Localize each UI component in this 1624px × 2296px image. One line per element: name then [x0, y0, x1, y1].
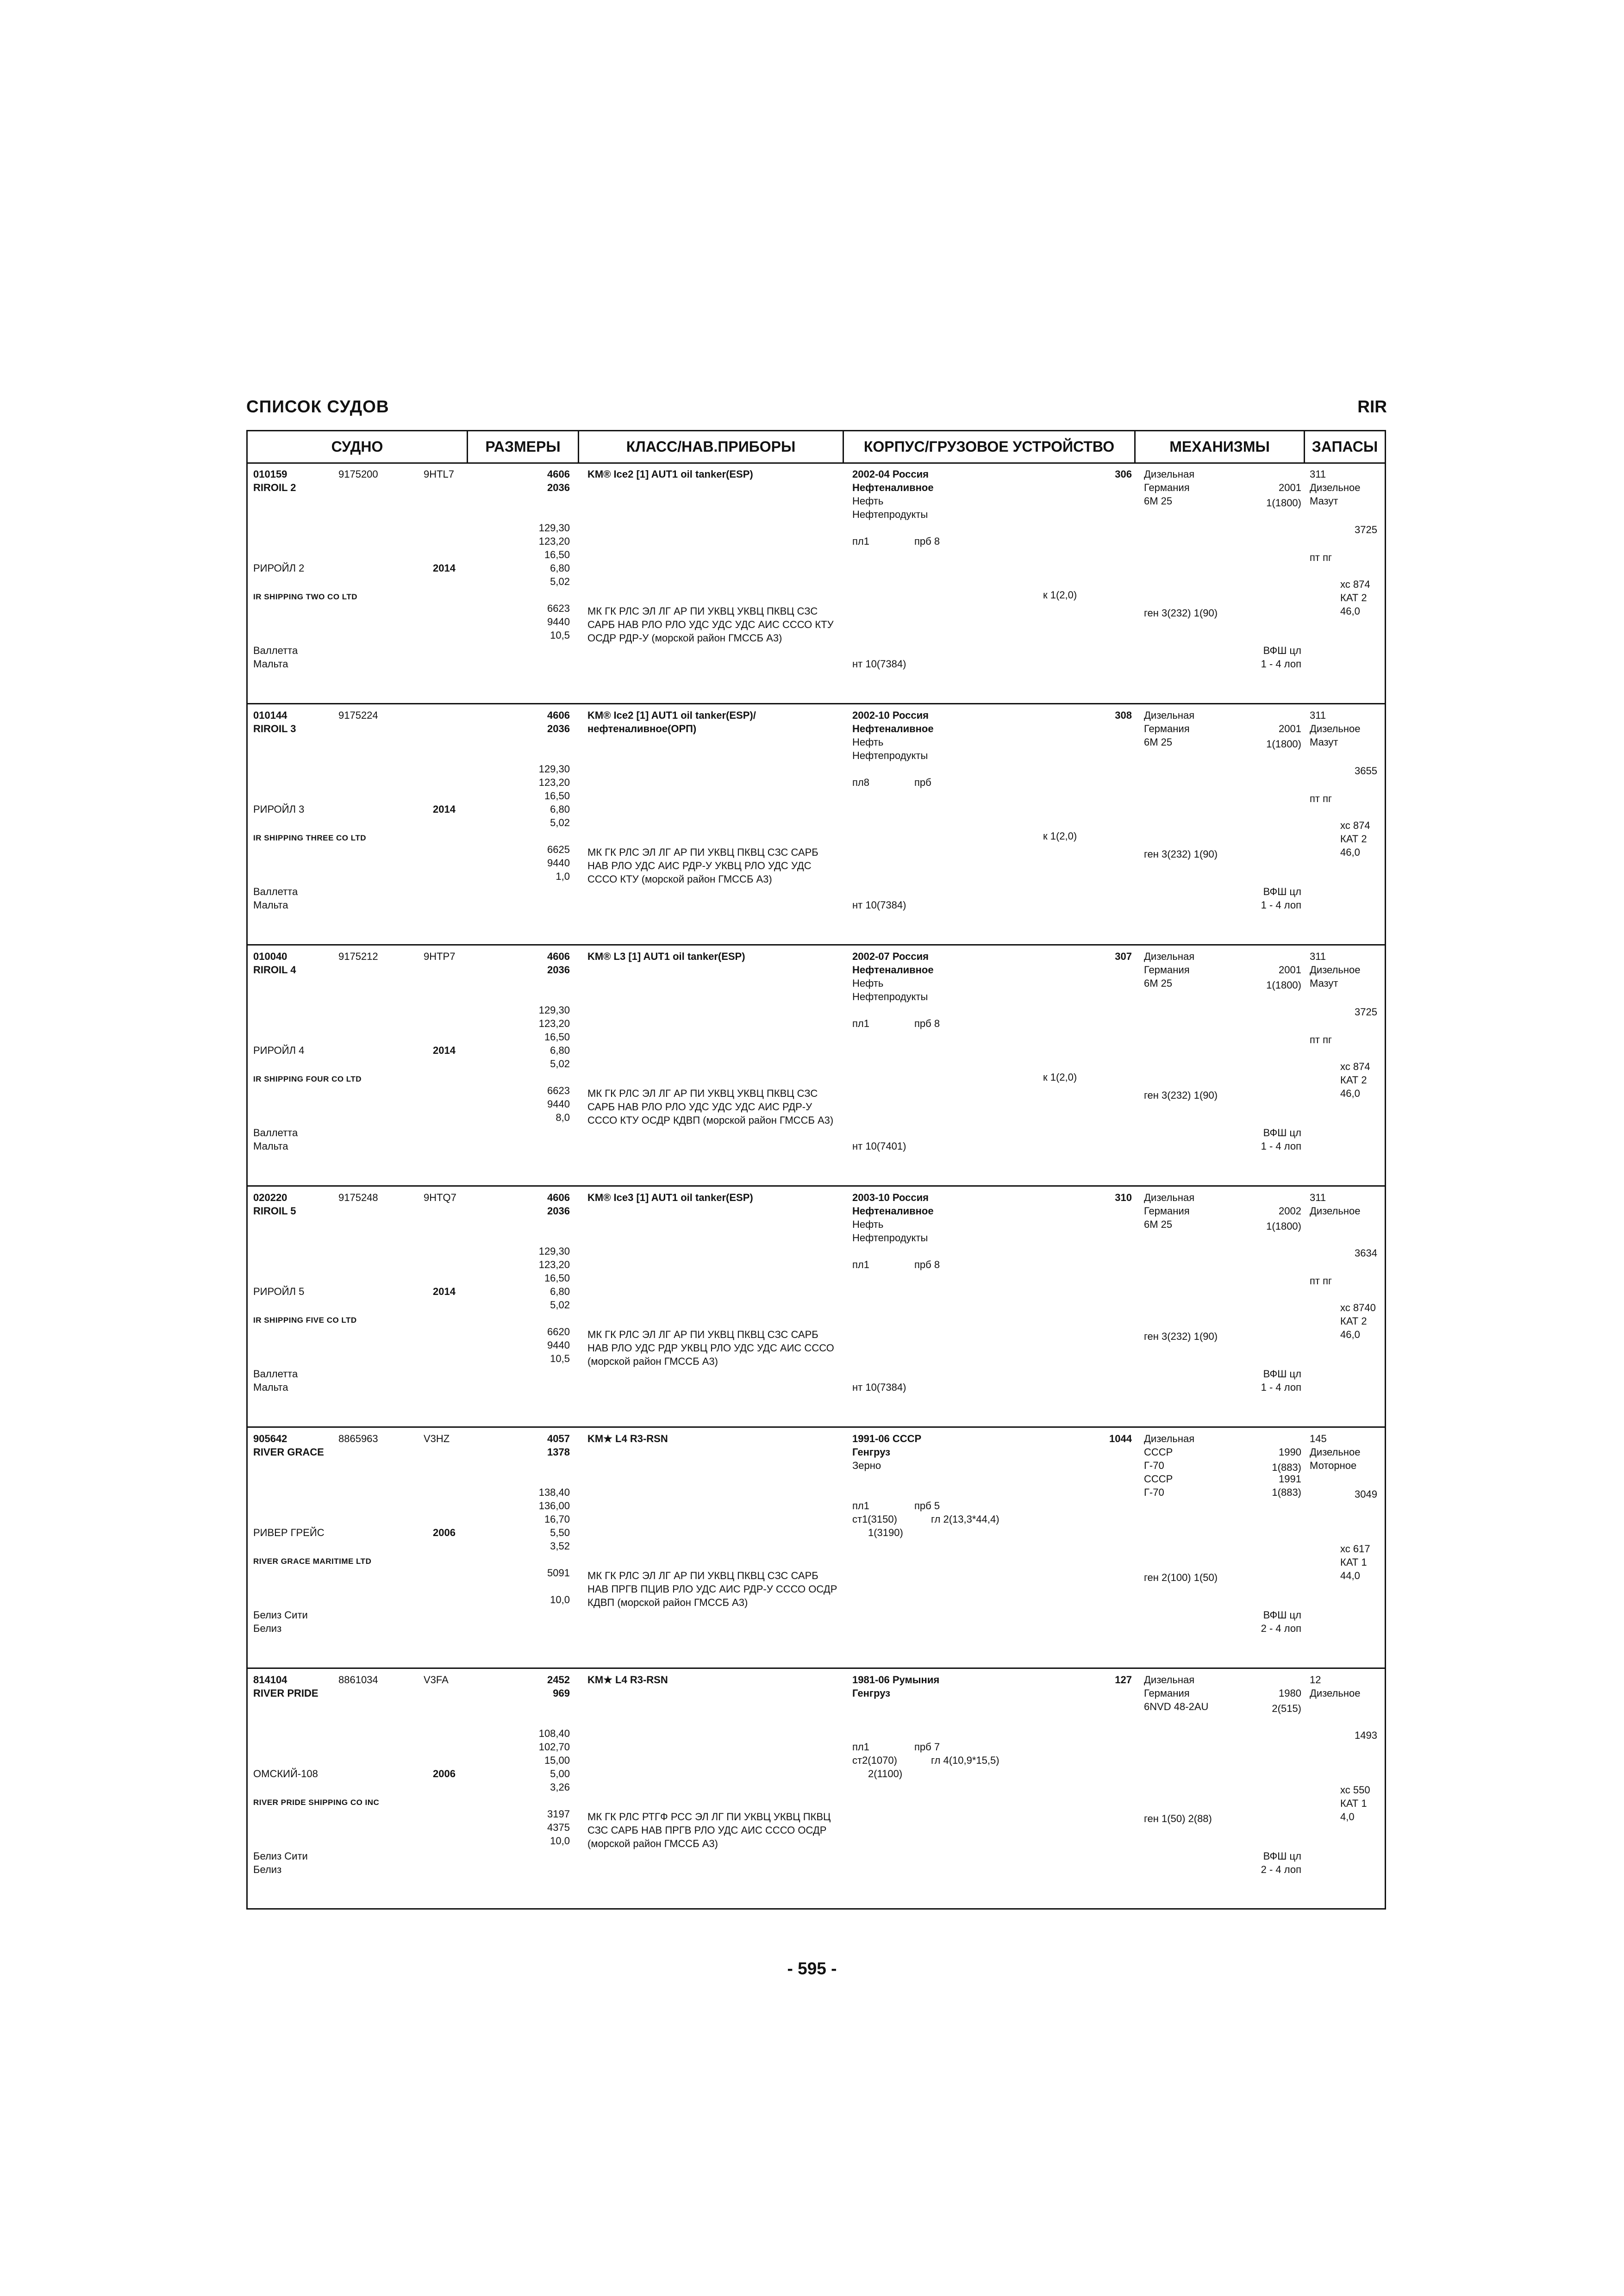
propeller-blades: 1 - 4 лоп — [1261, 658, 1301, 670]
engine-year: 2002 — [1279, 1205, 1301, 1217]
dimension-value: 1378 — [547, 1446, 570, 1458]
hull-cargo-line: Нефтеналивное — [852, 482, 934, 493]
machinery-line: Германия — [1144, 1687, 1190, 1699]
dimension-value: 2036 — [547, 964, 570, 976]
hull-build: 2002-10 Россия — [852, 709, 929, 721]
propeller-type: ВФШ цл — [1263, 1127, 1301, 1139]
dimension-value: 138,40 — [538, 1487, 570, 1498]
dimension-value: 5,02 — [550, 1299, 570, 1311]
propeller-blades: 2 - 4 лоп — [1261, 1864, 1301, 1875]
supply-pt-pg: пт пг — [1310, 552, 1332, 563]
ship-name: RIVER GRACE — [253, 1446, 324, 1458]
supply-pt-pg: пт пг — [1310, 793, 1332, 804]
dimension-value: 9440 — [547, 1098, 570, 1110]
hull-cargo-gear-2: 2(1100) — [868, 1768, 903, 1780]
dimension-value: 129,30 — [538, 1004, 570, 1016]
ship-entry — [248, 1428, 1385, 1669]
nav-equipment: МК ГК РЛС ЭЛ ЛГ АР ПИ УКВЦ ПКВЦ СЗС САРБ НАВ РЛО УДС РДР УКВЦ РЛО УДС УДС АИС СССО (морской район ГМССБ А3) — [587, 1329, 834, 1367]
class-notation: KM® Ice3 [1] AUT1 oil tanker(ESP) — [587, 1192, 753, 1203]
name-year: 2006 — [433, 1768, 456, 1780]
machinery-line: Дизельная — [1144, 951, 1195, 962]
registry-number: 020220 — [253, 1192, 287, 1203]
registry-number: 010159 — [253, 468, 287, 480]
engine-year: 2001 — [1279, 482, 1301, 493]
col-hull: КОРПУС/ГРУЗОВОЕ УСТРОЙСТВО — [844, 431, 1136, 464]
former-name: РИРОЙЛ 4 — [253, 1045, 305, 1056]
dimension-value: 16,70 — [544, 1513, 570, 1525]
ship-table — [246, 430, 1386, 1910]
imo-number: 9175212 — [338, 951, 378, 962]
hull-cargo-line: Нефтеналивное — [852, 1205, 934, 1217]
machinery-line: Германия — [1144, 964, 1190, 976]
engine-year: 1990 — [1279, 1446, 1301, 1458]
machinery-line: Дизельная — [1144, 709, 1195, 721]
former-name: РИРОЙЛ 3 — [253, 803, 305, 815]
dimension-value: 5,02 — [550, 576, 570, 587]
hull-cargo-line: Нефтепродукты — [852, 509, 928, 520]
engine-power: 1(883) — [1272, 1462, 1301, 1473]
imo-number: 9175248 — [338, 1192, 378, 1203]
dimension-value: 8,0 — [556, 1112, 570, 1123]
imo-number: 9175200 — [338, 468, 378, 480]
supply-value: 3655 — [1355, 765, 1377, 777]
owner-name: IR SHIPPING FOUR CO LTD — [253, 1075, 362, 1083]
propeller-type: ВФШ цл — [1263, 1850, 1301, 1862]
flag-state: Мальта — [253, 899, 288, 911]
dimension-value: 3,26 — [550, 1781, 570, 1793]
dimension-value: 5,00 — [550, 1768, 570, 1780]
imo-number: 8865963 — [338, 1433, 378, 1444]
dimension-value: 9440 — [547, 616, 570, 628]
hull-cargo-line: Нефть — [852, 977, 884, 989]
dimension-value: 102,70 — [538, 1741, 570, 1753]
dimension-value: 123,20 — [538, 777, 570, 788]
propeller-blades: 1 - 4 лоп — [1261, 1140, 1301, 1152]
hull-cargo-line: Нефть — [852, 495, 884, 507]
generators: ген 3(232) 1(90) — [1144, 607, 1218, 619]
dimension-value: 129,30 — [538, 522, 570, 534]
generators: ген 3(232) 1(90) — [1144, 1089, 1218, 1101]
supply-xc: КАТ 1 — [1340, 1798, 1367, 1809]
hull-hatches: гл 4(10,9*15,5) — [931, 1755, 999, 1766]
engine-power: 1(1800) — [1266, 979, 1301, 991]
propeller-blades: 2 - 4 лоп — [1261, 1623, 1301, 1634]
engine-year: 1980 — [1279, 1687, 1301, 1699]
supply-number: 145 — [1310, 1433, 1327, 1444]
former-name: РИРОЙЛ 2 — [253, 562, 305, 574]
dimension-value: 5,02 — [550, 817, 570, 828]
dimension-value: 2036 — [547, 482, 570, 493]
fuel-type: Дизельное — [1310, 964, 1361, 976]
dimension-value: 129,30 — [538, 763, 570, 775]
supply-xc: хс 874 — [1340, 1061, 1370, 1072]
dimension-value: 6,80 — [550, 562, 570, 574]
supply-xc: КАТ 2 — [1340, 592, 1367, 604]
dimension-value: 969 — [553, 1687, 570, 1699]
dimension-value: 1,0 — [556, 871, 570, 882]
hull-number: 127 — [1115, 1674, 1132, 1686]
machinery-line: Г-70 — [1144, 1487, 1164, 1498]
ship-name: RIROIL 2 — [253, 482, 296, 493]
imo-number: 8861034 — [338, 1674, 378, 1686]
supply-number: 311 — [1310, 709, 1326, 721]
supply-number: 311 — [1310, 1192, 1326, 1203]
dimension-value: 5091 — [547, 1567, 570, 1579]
dimension-value: 108,40 — [538, 1728, 570, 1739]
supply-value: 3634 — [1355, 1247, 1377, 1259]
dimension-value: 4606 — [547, 468, 570, 480]
dimension-value: 4606 — [547, 951, 570, 962]
dimension-value: 10,0 — [550, 1835, 570, 1847]
ship-name: RIVER PRIDE — [253, 1687, 319, 1699]
hull-number: 307 — [1115, 951, 1132, 962]
generators: ген 1(50) 2(88) — [1144, 1813, 1212, 1824]
ship-name: RIROIL 5 — [253, 1205, 296, 1217]
col-dimensions: РАЗМЕРЫ — [468, 431, 579, 464]
call-sign: V3FA — [424, 1674, 449, 1686]
fuel-type: Мазут — [1310, 495, 1338, 507]
dimension-value: 16,50 — [544, 1031, 570, 1043]
fuel-type: Дизельное — [1310, 1446, 1361, 1458]
hull-number: 306 — [1115, 468, 1132, 480]
machinery-line: 6M 25 — [1144, 495, 1173, 507]
dimension-value: 123,20 — [538, 1259, 570, 1270]
supply-xc: 46,0 — [1340, 1329, 1360, 1340]
hull-cargo-line: Нефтепродукты — [852, 750, 928, 761]
home-port: Белиз Сити — [253, 1609, 308, 1621]
register-code: RIR — [1357, 397, 1387, 416]
dimension-value: 4606 — [547, 1192, 570, 1203]
engine-power: 1(1800) — [1266, 497, 1301, 509]
hull-cargo-line: Зерно — [852, 1460, 881, 1471]
ship-entry — [248, 946, 1385, 1187]
machinery-line: Г-70 — [1144, 1460, 1164, 1471]
engine-year-2: 1991 — [1279, 1473, 1301, 1485]
nav-equipment: МК ГК РЛС ЭЛ ЛГ АР ПИ УКВЦ УКВЦ ПКВЦ СЗС САРБ НАВ РЛО РЛО УДС УДС УДС АИС РДР-У СССО КТУ ОСДР КДВП (морской район ГМССБ А3) — [587, 1088, 834, 1126]
ship-entry — [248, 464, 1385, 704]
nav-equipment: МК ГК РЛС ЭЛ ЛГ АР ПИ УКВЦ ПКВЦ СЗС САРБ НАВ ПРГВ ПЦИВ РЛО УДС АИС РДР-У СССО ОСДР КДВП (морской район ГМССБ А3) — [587, 1570, 837, 1608]
registry-number: 905642 — [253, 1433, 287, 1444]
hull-cargo-gear-2: 1(3190) — [868, 1527, 903, 1538]
class-notation: KM★ L4 R3-RSN — [587, 1433, 668, 1444]
machinery-line: Дизельная — [1144, 1192, 1195, 1203]
supply-pt-pg: пт пг — [1310, 1275, 1332, 1287]
imo-number: 9175224 — [338, 709, 378, 721]
hull-number: 308 — [1115, 709, 1132, 721]
ship-entry — [248, 1669, 1385, 1910]
flag-state: Мальта — [253, 1140, 288, 1152]
registry-number: 010040 — [253, 951, 287, 962]
supply-xc: 46,0 — [1340, 605, 1360, 617]
fuel-type: Дизельное — [1310, 1205, 1361, 1217]
dimension-value: 4375 — [547, 1822, 570, 1833]
hull-decks: пл1 — [852, 535, 869, 547]
supply-xc: КАТ 2 — [1340, 1074, 1367, 1086]
name-year: 2014 — [433, 562, 456, 574]
hull-cargo-gear: ст1(3150) — [852, 1513, 897, 1525]
hull-cargo-line: Нефть — [852, 1219, 884, 1230]
dimension-value: 10,5 — [550, 629, 570, 641]
dimension-value: 2036 — [547, 723, 570, 734]
hull-holds: прб 5 — [914, 1500, 940, 1512]
dimension-value: 10,0 — [550, 1594, 570, 1605]
flag-state: Мальта — [253, 1381, 288, 1393]
supply-xc: КАТ 2 — [1340, 833, 1367, 845]
home-port: Валлетта — [253, 645, 298, 656]
class-notation: KM★ L4 R3-RSN — [587, 1674, 668, 1686]
former-name: РИВЕР ГРЕЙС — [253, 1527, 325, 1538]
propeller-type: ВФШ цл — [1263, 1609, 1301, 1621]
machinery-line: 6M 25 — [1144, 1219, 1173, 1230]
machinery-line: Германия — [1144, 723, 1190, 734]
hull-build: 2002-07 Россия — [852, 951, 929, 962]
flag-state: Белиз — [253, 1623, 282, 1634]
col-ship: СУДНО — [248, 431, 468, 464]
supply-xc: КАТ 1 — [1340, 1556, 1367, 1568]
dimension-value: 16,50 — [544, 549, 570, 560]
ship-entry — [248, 1187, 1385, 1428]
dimension-value: 3197 — [547, 1808, 570, 1820]
name-year: 2014 — [433, 1286, 456, 1297]
machinery-line: СССР — [1144, 1473, 1173, 1485]
hull-tonnage: нт 10(7384) — [852, 899, 906, 911]
supply-value: 3725 — [1355, 524, 1377, 535]
machinery-line: Дизельная — [1144, 1674, 1195, 1686]
name-year: 2014 — [433, 803, 456, 815]
hull-decks: пл1 — [852, 1259, 869, 1270]
dimension-value: 6,80 — [550, 1286, 570, 1297]
engine-power-2: 1(883) — [1272, 1487, 1301, 1498]
engine-power: 1(1800) — [1266, 738, 1301, 750]
call-sign: V3HZ — [424, 1433, 450, 1444]
supply-number: 12 — [1310, 1674, 1321, 1686]
dimension-value: 6,80 — [550, 803, 570, 815]
hull-build: 2003-10 Россия — [852, 1192, 929, 1203]
hull-decks: пл1 — [852, 1018, 869, 1029]
supply-xc: КАТ 2 — [1340, 1315, 1367, 1327]
owner-name: IR SHIPPING FIVE CO LTD — [253, 1316, 357, 1325]
hull-build: 2002-04 Россия — [852, 468, 929, 480]
dimension-value: 123,20 — [538, 1018, 570, 1029]
owner-name: RIVER GRACE MARITIME LTD — [253, 1557, 372, 1566]
hull-cargo-line: Генгруз — [852, 1446, 891, 1458]
call-sign: 9HTP7 — [424, 951, 456, 962]
propeller-blades: 1 - 4 лоп — [1261, 899, 1301, 911]
engine-year: 2001 — [1279, 964, 1301, 976]
engine-power: 1(1800) — [1266, 1220, 1301, 1232]
home-port: Валлетта — [253, 1127, 298, 1139]
hull-decks: пл8 — [852, 777, 869, 788]
ship-name: RIROIL 4 — [253, 964, 296, 976]
ship-name: RIROIL 3 — [253, 723, 296, 734]
dimension-value: 6620 — [547, 1326, 570, 1338]
dimension-value: 3,52 — [550, 1540, 570, 1552]
machinery-line: 6M 25 — [1144, 736, 1173, 748]
machinery-line: Дизельная — [1144, 1433, 1195, 1444]
dimension-value: 2452 — [547, 1674, 570, 1686]
propeller-type: ВФШ цл — [1263, 886, 1301, 897]
dimension-value: 6623 — [547, 603, 570, 614]
supply-xc: хс 8740 — [1340, 1302, 1376, 1313]
name-year: 2006 — [433, 1527, 456, 1538]
hull-build: 1991-06 СССР — [852, 1433, 922, 1444]
flag-state: Мальта — [253, 658, 288, 670]
hull-tonnage: нт 10(7384) — [852, 1381, 906, 1393]
home-port: Валлетта — [253, 886, 298, 897]
class-notation: KM® L3 [1] AUT1 oil tanker(ESP) — [587, 951, 745, 962]
machinery-line: СССР — [1144, 1446, 1173, 1458]
flag-state: Белиз — [253, 1864, 282, 1875]
owner-name: IR SHIPPING THREE CO LTD — [253, 834, 367, 842]
dimension-value: 4057 — [547, 1433, 570, 1444]
supply-xc: 46,0 — [1340, 846, 1360, 858]
dimension-value: 16,50 — [544, 1272, 570, 1284]
hull-holds: прб 8 — [914, 535, 940, 547]
supply-xc: хс 550 — [1340, 1784, 1370, 1796]
former-name: РИРОЙЛ 5 — [253, 1286, 305, 1297]
fuel-type: Моторное — [1310, 1460, 1357, 1471]
hull-tonnage: нт 10(7384) — [852, 658, 906, 670]
hull-hatches: гл 2(13,3*44,4) — [931, 1513, 999, 1525]
hull-number: 1044 — [1109, 1433, 1132, 1444]
ship-entry — [248, 705, 1385, 946]
dimension-value: 6623 — [547, 1085, 570, 1096]
dimension-value: 9440 — [547, 857, 570, 869]
dimension-value: 4606 — [547, 709, 570, 721]
hull-tonnage: нт 10(7401) — [852, 1140, 906, 1152]
fuel-type: Дизельное — [1310, 723, 1361, 734]
machinery-line: Дизельная — [1144, 468, 1195, 480]
page-title: СПИСОК СУДОВ — [246, 397, 389, 416]
dimension-value: 9440 — [547, 1339, 570, 1351]
supply-value: 3049 — [1355, 1488, 1377, 1500]
nav-equipment: МК ГК РЛС ЭЛ ЛГ АР ПИ УКВЦ ПКВЦ СЗС САРБ НАВ РЛО УДС АИС РДР-У УКВЦ РЛО УДС УДС СССО КТУ (морской район ГМССБ А3) — [587, 846, 818, 885]
hull-build: 1981-06 Румыния — [852, 1674, 940, 1686]
owner-name: RIVER PRIDE SHIPPING CO INC — [253, 1798, 380, 1807]
hull-holds: прб 8 — [914, 1018, 940, 1029]
dimension-value: 15,00 — [544, 1755, 570, 1766]
col-class: КЛАСС/НАВ.ПРИБОРЫ — [579, 431, 844, 464]
machinery-line: 6M 25 — [1144, 977, 1173, 989]
supply-number: 311 — [1310, 468, 1326, 480]
home-port: Белиз Сити — [253, 1850, 308, 1862]
supply-xc: хс 874 — [1340, 579, 1370, 590]
former-name: ОМСКИЙ-108 — [253, 1768, 318, 1780]
registry-number: 814104 — [253, 1674, 287, 1686]
hull-k: к 1(2,0) — [1043, 1071, 1077, 1083]
supply-xc: хс 874 — [1340, 820, 1370, 831]
col-machinery: МЕХАНИЗМЫ — [1136, 431, 1305, 464]
nav-equipment: МК ГК РЛС ЭЛ ЛГ АР ПИ УКВЦ УКВЦ ПКВЦ СЗС САРБ НАВ РЛО РЛО УДС УДС УДС АИС СССО КТУ ОСДР РДР-У (морской район ГМССБ А3) — [587, 605, 834, 644]
fuel-type: Мазут — [1310, 977, 1338, 989]
dimension-value: 6,80 — [550, 1045, 570, 1056]
supply-xc: 44,0 — [1340, 1570, 1360, 1581]
generators: ген 3(232) 1(90) — [1144, 1331, 1218, 1342]
hull-cargo-line: Нефтепродукты — [852, 1232, 928, 1244]
hull-cargo-line: Генгруз — [852, 1687, 891, 1699]
machinery-line: 6NVD 48-2AU — [1144, 1701, 1209, 1712]
propeller-type: ВФШ цл — [1263, 645, 1301, 656]
machinery-line: Германия — [1144, 482, 1190, 493]
fuel-type: Мазут — [1310, 736, 1338, 748]
col-supplies: ЗАПАСЫ — [1305, 431, 1385, 464]
dimension-value: 6625 — [547, 844, 570, 855]
registry-number: 010144 — [253, 709, 287, 721]
fuel-type: Дизельное — [1310, 1687, 1361, 1699]
supply-xc: 46,0 — [1340, 1088, 1360, 1099]
supply-xc: хс 617 — [1340, 1543, 1370, 1555]
propeller-type: ВФШ цл — [1263, 1368, 1301, 1380]
hull-cargo-gear: ст2(1070) — [852, 1755, 897, 1766]
dimension-value: 136,00 — [538, 1500, 570, 1512]
call-sign: 9HTL7 — [424, 468, 455, 480]
hull-decks: пл1 — [852, 1741, 869, 1753]
hull-cargo-line: Нефтеналивное — [852, 723, 934, 734]
generators: ген 2(100) 1(50) — [1144, 1572, 1218, 1583]
hull-cargo-line: Нефтепродукты — [852, 991, 928, 1002]
supply-value: 3725 — [1355, 1006, 1377, 1018]
dimension-value: 129,30 — [538, 1245, 570, 1257]
hull-k: к 1(2,0) — [1043, 589, 1077, 601]
hull-cargo-line: Нефтеналивное — [852, 964, 934, 976]
class-notation: KM® Ice2 [1] AUT1 oil tanker(ESP)/нефтеналивное(ОРП) — [587, 709, 756, 734]
class-notation: KM® Ice2 [1] AUT1 oil tanker(ESP) — [587, 468, 753, 480]
machinery-line: Германия — [1144, 1205, 1190, 1217]
supply-value: 1493 — [1355, 1730, 1377, 1741]
supply-number: 311 — [1310, 951, 1326, 962]
page-number: - 595 - — [787, 1959, 837, 1978]
hull-number: 310 — [1115, 1192, 1132, 1203]
home-port: Валлетта — [253, 1368, 298, 1380]
owner-name: IR SHIPPING TWO CO LTD — [253, 592, 358, 601]
name-year: 2014 — [433, 1045, 456, 1056]
dimension-value: 10,5 — [550, 1353, 570, 1364]
propeller-blades: 1 - 4 лоп — [1261, 1381, 1301, 1393]
hull-cargo-line: Нефть — [852, 736, 884, 748]
dimension-value: 2036 — [547, 1205, 570, 1217]
hull-k: к 1(2,0) — [1043, 830, 1077, 842]
dimension-value: 5,02 — [550, 1058, 570, 1070]
dimension-value: 123,20 — [538, 535, 570, 547]
hull-decks: пл1 — [852, 1500, 869, 1512]
hull-holds: прб 8 — [914, 1259, 940, 1270]
call-sign: 9HTQ7 — [424, 1192, 456, 1203]
engine-year: 2001 — [1279, 723, 1301, 734]
supply-xc: 4,0 — [1340, 1811, 1355, 1823]
hull-holds: прб 7 — [914, 1741, 940, 1753]
hull-holds: прб — [914, 777, 931, 788]
nav-equipment: МК ГК РЛС РТГФ РСС ЭЛ ЛГ ПИ УКВЦ УКВЦ ПКВЦ СЗС САРБ НАВ ПРГВ РЛО УДС АИС СССО ОСДР (морской район ГМССБ А3) — [587, 1811, 831, 1849]
engine-power: 2(515) — [1272, 1703, 1301, 1714]
dimension-value: 5,50 — [550, 1527, 570, 1538]
fuel-type: Дизельное — [1310, 482, 1361, 493]
dimension-value: 16,50 — [544, 790, 570, 802]
supply-pt-pg: пт пг — [1310, 1034, 1332, 1045]
generators: ген 3(232) 1(90) — [1144, 848, 1218, 860]
